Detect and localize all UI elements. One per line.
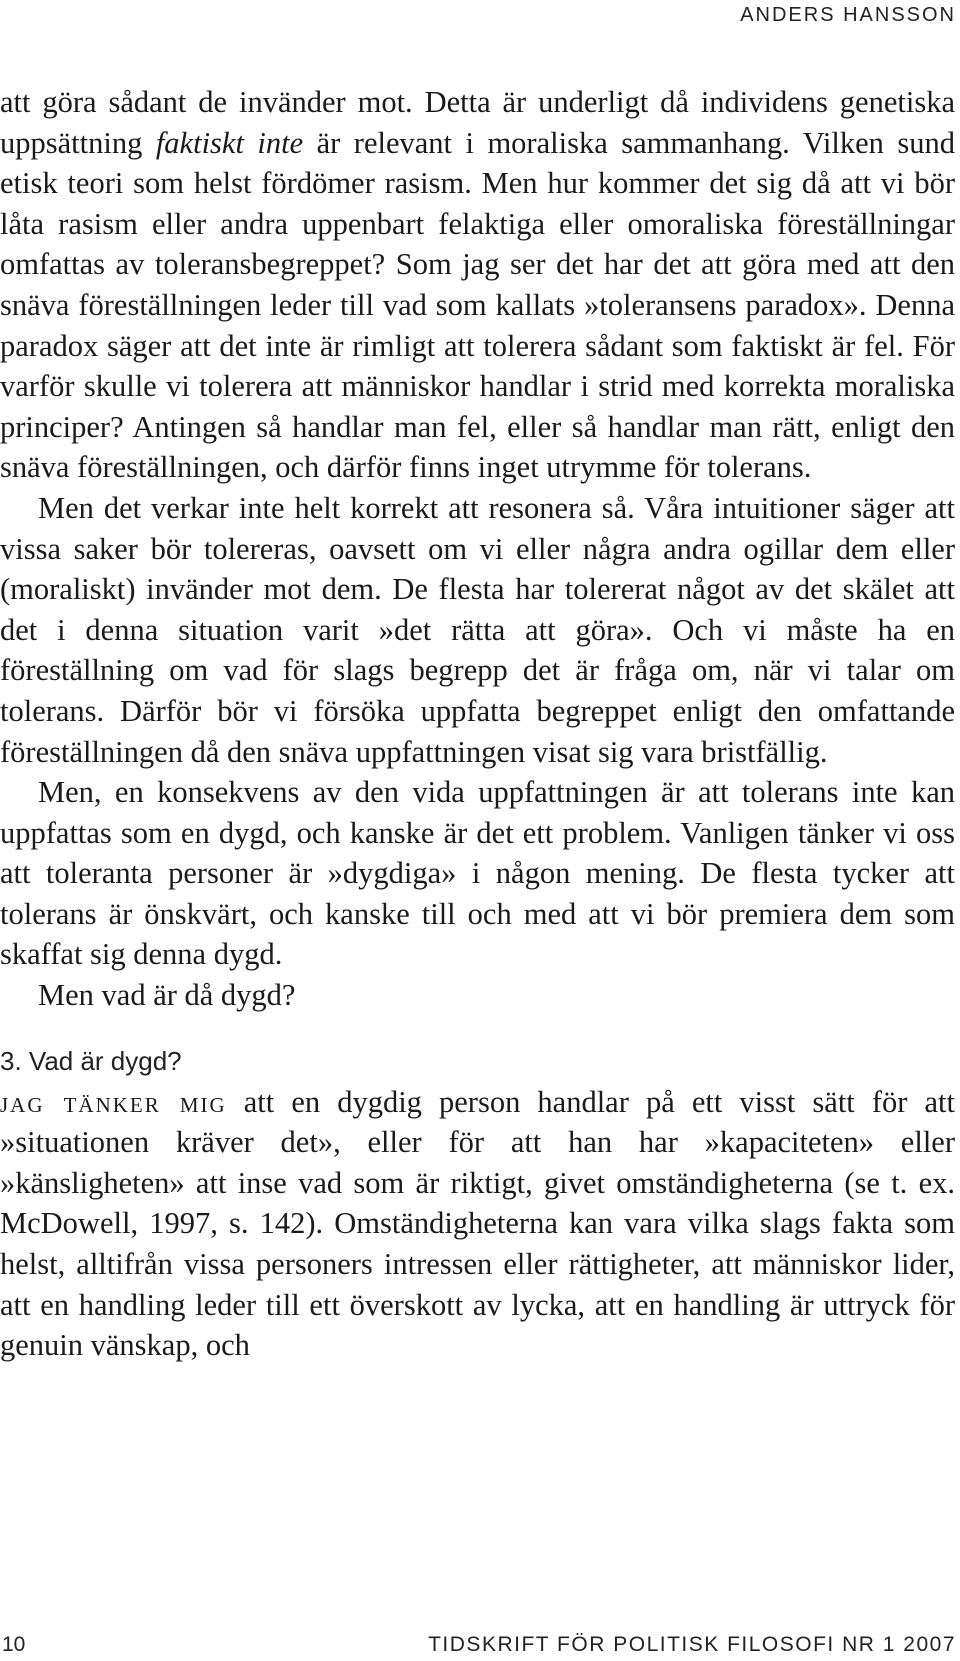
page-number: 10 — [2, 1633, 26, 1656]
paragraph-4: Men vad är då dygd? — [38, 978, 296, 1013]
paragraph-3: Men, en konsekvens av den vida uppfattningen är att tolerans inte kan uppfattas som en dygd, och kanske är det ett problem. Vanligen tänker vi oss att toleranta personer är »dygdiga» i någon mening. De flesta tycker att tolerans är önskvärt, och kanske till och med att vi bör premiera dem som skaffat sig denna dygd. — [0, 775, 955, 972]
section-paragraph — [0, 1082, 955, 1366]
paragraph-1 — [0, 82, 955, 488]
running-head-author: ANDERS HANSSON — [740, 4, 956, 26]
section-paragraph-text: att en dygdig person handlar på ett visst sätt för att »situationen kräver det», eller för att han har »kapaciteten» eller »känsligheten» att inse vad som är riktigt, givet omständigheterna (se t. ex. McDowell, 1997, s. 142). Omständigheterna kan vara vilka slags fakta som helst, alltifrån vissa personers intressen eller rättigheter, att människor lider, att en handling leder till ett överskott av lycka, att en handling är uttryck för genuin vänskap, och — [0, 1084, 955, 1363]
paragraph-1-post: är relevant i moraliska sammanhang. Vilken sund etisk teori som helst fördömer rasism. Men hur kommer det sig då att vi bör låta rasism eller andra uppenbart felaktiga eller omoraliska föreställningar omfattas av toleransbegreppet? Som jag ser det har det att göra med att den snäva föreställningen leder till vad som kallats »toleransens paradox». Denna paradox säger att det inte är rimligt att tolerera sådant som faktiskt är fel. För varför skulle vi tolerera att människor handlar i strid med korrekta moraliska principer? Antingen så handlar man fel, eller så handlar man rätt, enligt den snäva föreställningen, och därför finns inget utrymme för tolerans. — [0, 125, 955, 485]
paragraph-1-pre: att göra sådant de invänder mot. Detta är underligt då individens genetiska uppsättning — [0, 85, 955, 160]
body-text — [0, 82, 955, 1366]
emphasis-faktiskt-inte: faktiskt inte — [155, 125, 304, 160]
section-lead-smallcaps: jag tänker mig — [0, 1084, 227, 1119]
journal-title: TIDSKRIFT FÖR POLITISK FILOSOFI NR 1 2007 — [428, 1633, 956, 1656]
paragraph-2: Men det verkar inte helt korrekt att resonera så. Våra intuitioner säger att vissa saker bör tolereras, oavsett om vi eller några andra ogillar dem eller (moraliskt) invänder mot dem. De flesta har tolererat något av det skälet att det i denna situation varit »det rätta att göra». Och vi måste ha en föreställning om vad för slags begrepp det är fråga om, när vi talar om tolerans. Därför bör vi försöka uppfatta begreppet enligt den omfattande föreställningen då den snäva uppfattningen visat sig vara bristfällig. — [0, 490, 955, 769]
section-heading: 3. Vad är dygd? — [0, 1045, 182, 1076]
